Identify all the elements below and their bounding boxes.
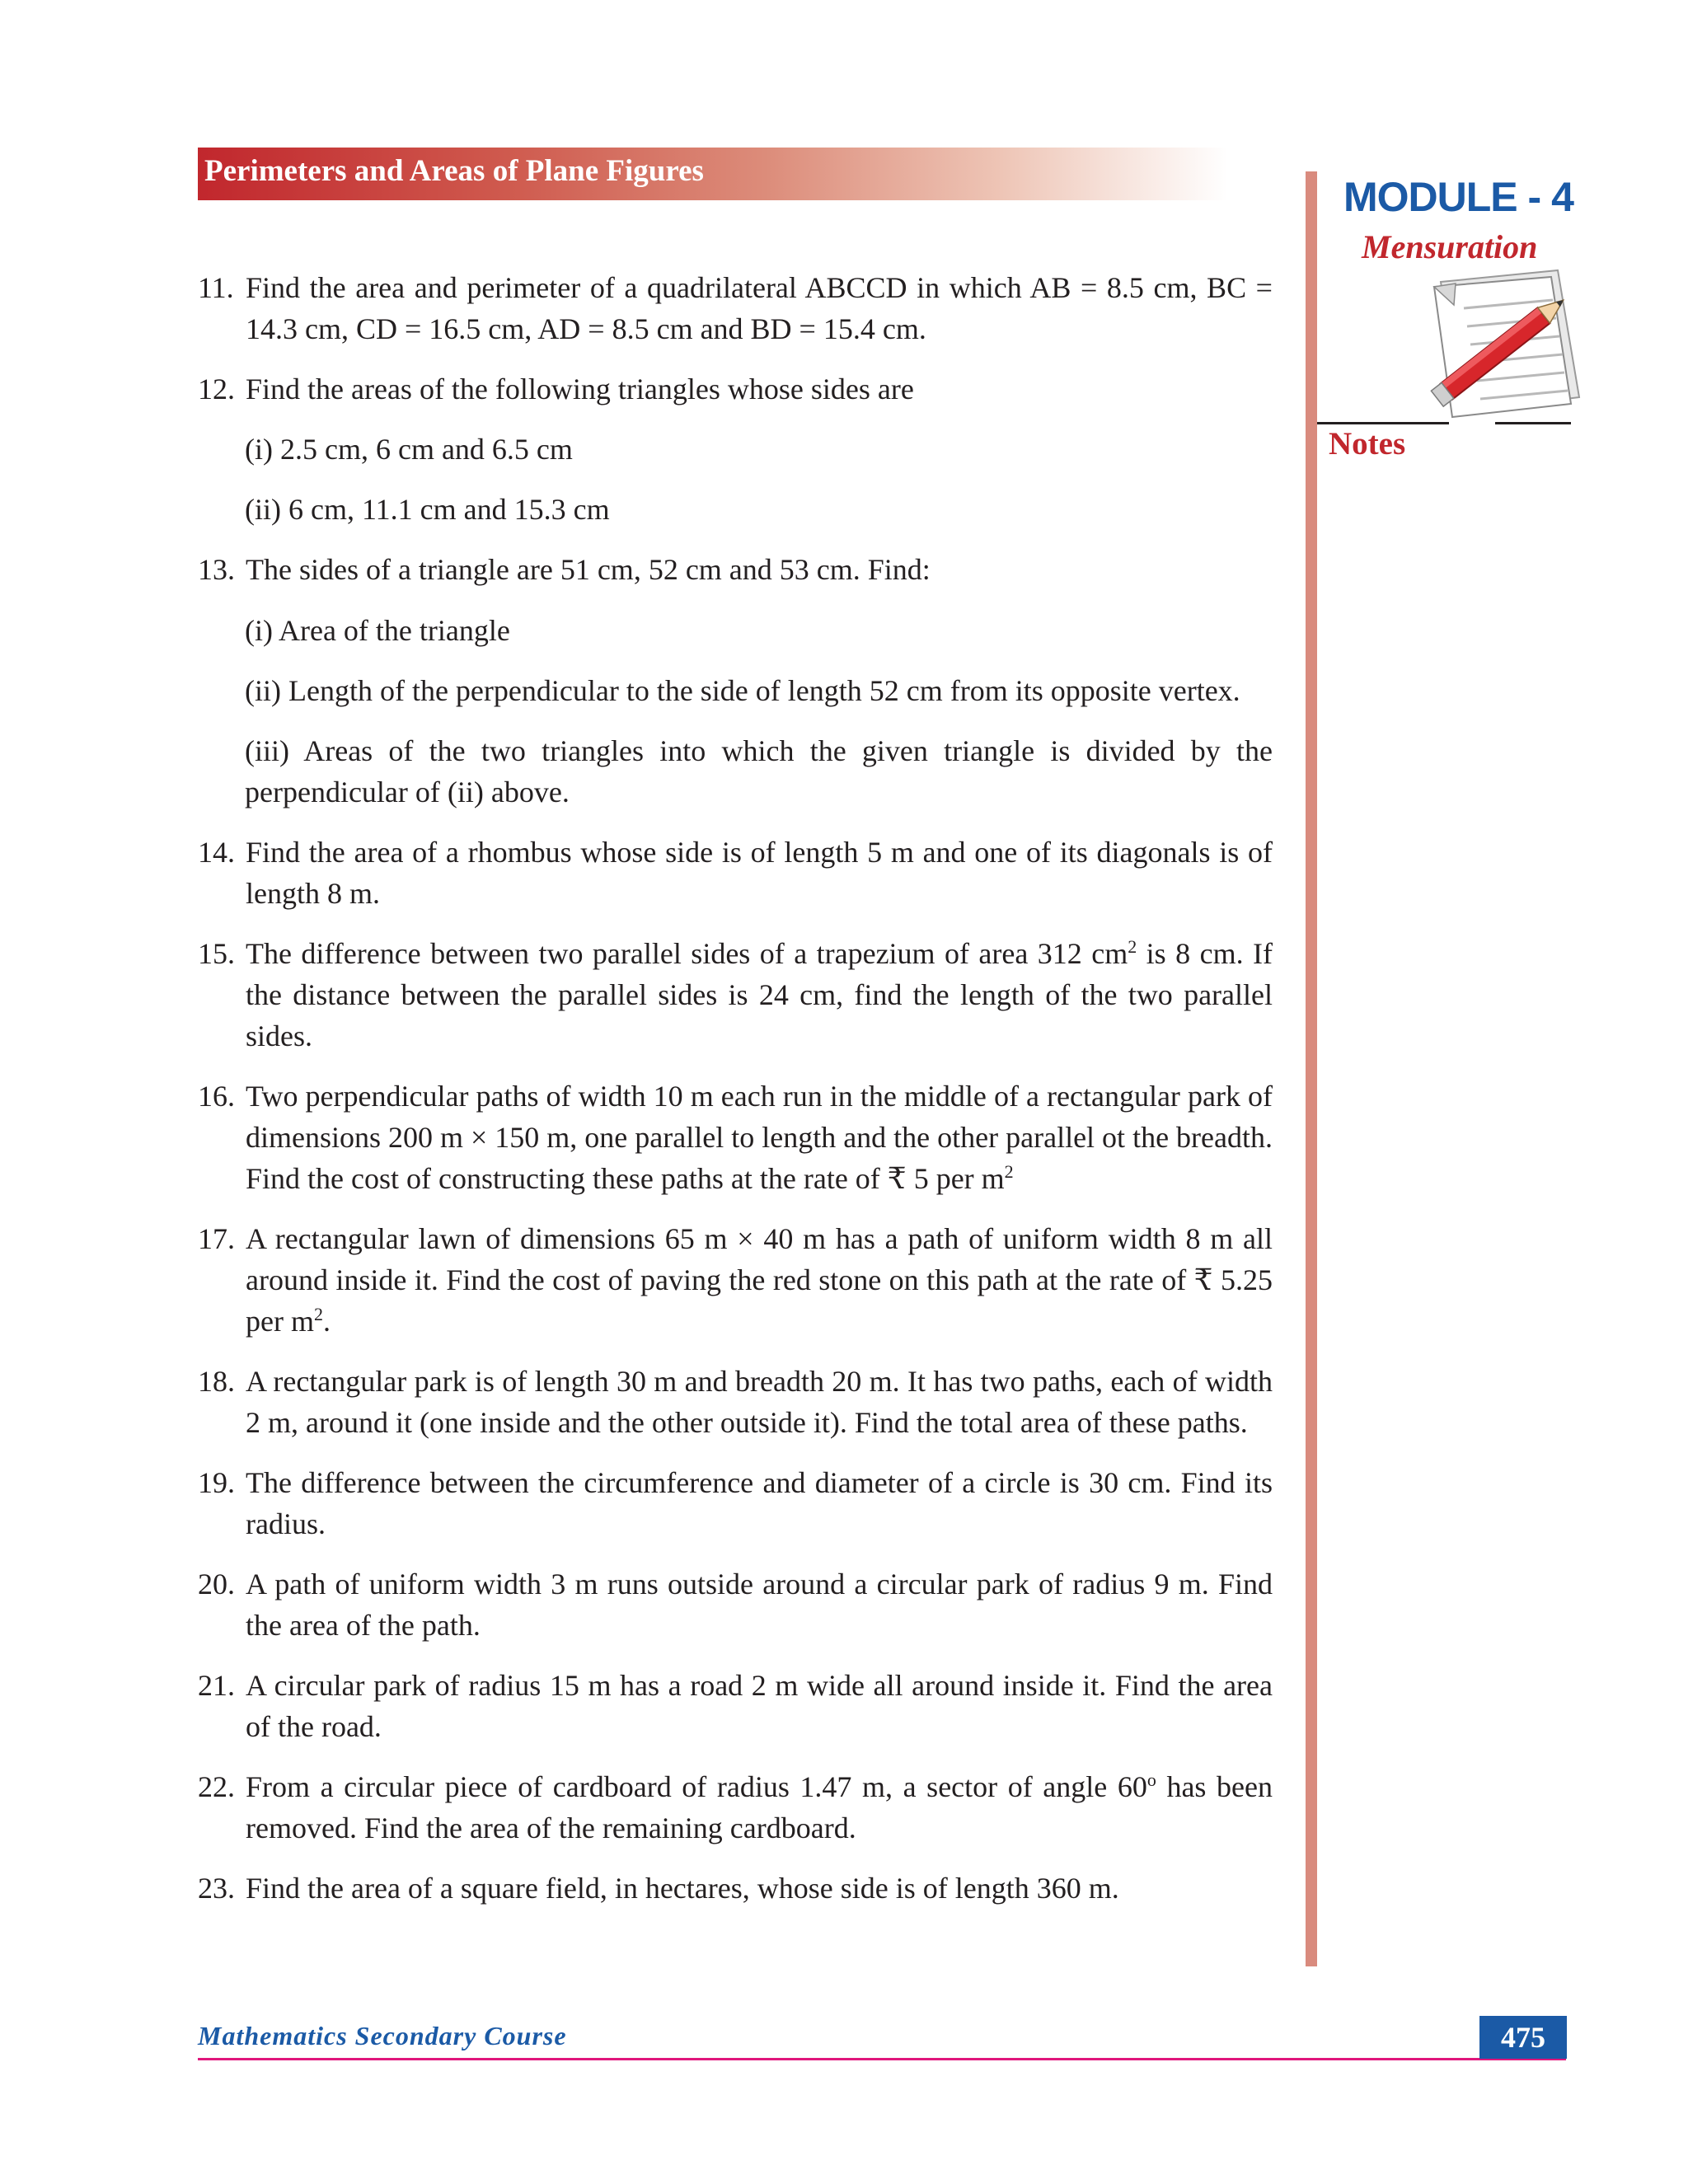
- chapter-title: Perimeters and Areas of Plane Figures: [204, 154, 704, 188]
- question-number: 14.: [198, 836, 235, 869]
- question-number: 21.: [198, 1669, 235, 1702]
- notes-rule: [1317, 422, 1449, 424]
- question-number: 11.: [198, 271, 234, 304]
- question-23: [198, 1868, 1273, 1909]
- question-text: Find the area of a rhombus whose side is of length 5 m and one of its diagonals is of length 8 m.: [246, 836, 1273, 910]
- question-number: 12.: [198, 373, 235, 405]
- question-12-part-i: (i) 2.5 cm, 6 cm and 6.5 cm: [245, 433, 573, 466]
- course-name: Mathematics Secondary Course: [198, 2021, 567, 2050]
- question-text: Find the areas of the following triangles whose sides are: [246, 373, 914, 405]
- question-text: Two perpendicular paths of width 10 m each run in the middle of a rectangular park of dimensions 200 m × 150 m, one parallel to length and the other parallel ot the breadth. Find the cost of constructing these paths at the rate of ₹ 5 per $m^2$: [246, 1080, 1273, 1195]
- question-text: The difference between two parallel sides of a trapezium of area 312 $cm^2$ is 8 cm. If the distance between the parallel sides is 24 cm, find the length of the two parallel sides.: [246, 936, 1273, 1052]
- question-number: 17.: [198, 1222, 235, 1255]
- question-text: Find the area and perimeter of a quadrilateral ABCCD in which AB = 8.5 cm, BC = 14.3 cm, CD = 16.5 cm, AD = 8.5 cm and BD = 15.4 cm.: [246, 271, 1273, 345]
- notes-rule: [1495, 422, 1571, 424]
- question-text: The sides of a triangle are 51 cm, 52 cm and 53 cm. Find:: [246, 553, 931, 586]
- question-16: [198, 1076, 1273, 1199]
- question-text: From a circular piece of cardboard of radius 1.47 m, a sector of angle 60$^o$ has been removed. Find the area of the remaining cardboard.: [246, 1769, 1273, 1844]
- question-text: A path of uniform width 3 m runs outside around a circular park of radius 9 m. Find the area of the path.: [246, 1568, 1273, 1642]
- question-13-part-ii: (ii) Length of the perpendicular to the side of length 52 cm from its opposite vertex.: [245, 674, 1240, 707]
- question-text: Find the area of a square field, in hectares, whose side is of length 360 m.: [246, 1872, 1119, 1905]
- question-21: [198, 1665, 1273, 1747]
- question-20: [198, 1563, 1273, 1646]
- question-22: [198, 1766, 1273, 1849]
- question-number: 13.: [198, 553, 235, 586]
- notepad-pencil-icon: [1418, 265, 1582, 438]
- question-19: [198, 1462, 1273, 1544]
- question-number: 23.: [198, 1872, 235, 1905]
- question-text: A rectangular lawn of dimensions 65 m × 40 m has a path of uniform width 8 m all around inside it. Find the cost of paving the red stone on this path at the rate of ₹ 5.25 per $m^2$.: [246, 1222, 1273, 1338]
- question-number: 20.: [198, 1568, 235, 1601]
- question-14: [198, 832, 1273, 914]
- question-number: 19.: [198, 1466, 235, 1499]
- question-number: 22.: [198, 1770, 235, 1803]
- question-17: [198, 1218, 1273, 1342]
- module-subject: Mensuration: [1362, 228, 1538, 265]
- module-title: MODULE - 4: [1343, 174, 1573, 220]
- question-12-part-ii: (ii) 6 cm, 11.1 cm and 15.3 cm: [245, 493, 610, 526]
- question-13: [198, 549, 1273, 590]
- margin-rule: [1306, 171, 1317, 1966]
- question-11: [198, 267, 1273, 349]
- question-number: 16.: [198, 1080, 235, 1113]
- question-number: 18.: [198, 1365, 235, 1398]
- question-12: [198, 368, 1273, 410]
- question-15: [198, 933, 1273, 1057]
- notes-label: Notes: [1329, 426, 1406, 462]
- question-text: A circular park of radius 15 m has a road 2 m wide all around inside it. Find the area of the road.: [246, 1669, 1273, 1743]
- page-number: 475: [1479, 2016, 1567, 2059]
- question-number: 15.: [198, 937, 235, 970]
- question-text: The difference between the circumference and diameter of a circle is 30 cm. Find its radius.: [246, 1466, 1273, 1540]
- question-text: A rectangular park is of length 30 m and breadth 20 m. It has two paths, each of width 2 m, around it (one inside and the other outside it). Find the total area of these paths.: [246, 1365, 1273, 1439]
- question-13-part-i: (i) Area of the triangle: [245, 614, 510, 647]
- question-13-part-iii: (iii) Areas of the two triangles into which the given triangle is divided by the perpendicular of (ii) above.: [245, 734, 1273, 808]
- footer-rule: [198, 2058, 1566, 2060]
- question-18: [198, 1361, 1273, 1443]
